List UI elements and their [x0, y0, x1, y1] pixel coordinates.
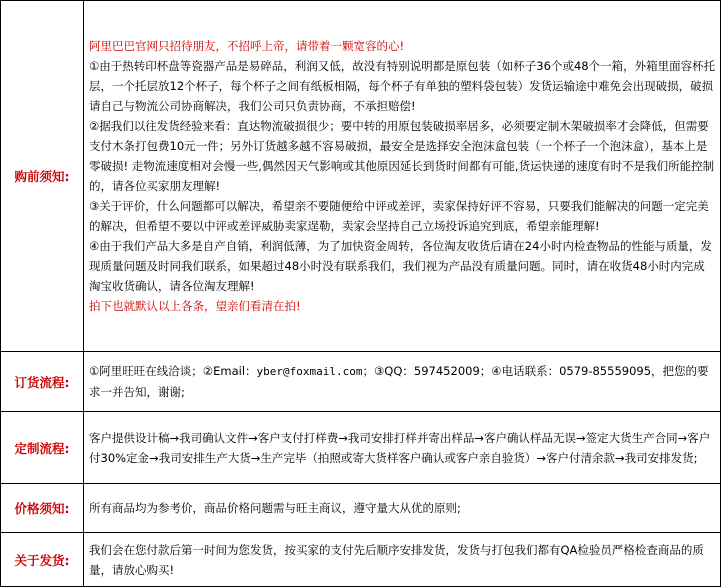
shipping-notice-label: 关于发货: [1, 533, 84, 587]
purchase-notice-content [84, 1, 721, 352]
purchase-notice-label: 购前须知: [1, 1, 84, 352]
purchase-point-1: ①由于热转印杯盘等瓷器产品是易碎品，利润又低，故没有特别说明都是原包装（如杯子36个或48个一箱，外箱里面容杯托层，一个托层放12个杯子，每个杯子之间有纸板相隔，每个杯子有单独的塑料袋包装）发货运输途中难免会出现破损，破损请自己与物流公司协商解决，我们公司只负责协商，不承担赔偿! [89, 59, 716, 113]
purchase-point-3: ③关于评价，什么问题都可以解决，希望亲不要随便给中评或差评，卖家保持好评不容易，只要我们能解决的问题一定完美的解决，但希望不要以中评或差评威胁卖家逞勒，卖家会坚持自己立场投诉追究到底，希望亲能理解! [89, 199, 709, 233]
purchase-point-2: ②据我们以往发货经验来看：直达物流破损很少；要中转的用原包装破损率居多，必须要定制木架破损率才会降低，但需要支付木条打包费10元一件；另外订货越多越不容易破损，最安全是选择安全泡沫盒包装（一个杯子一个泡沫盒），基本上是零破损! 走物流速度相对会慢一些,偶然因天气影响或其他原因延长到货时间都有可能,货运快递的速度有时不是我们所能控制的，请各位买家朋友理解! [89, 119, 715, 193]
custom-process-label: 定制流程: [1, 412, 84, 484]
price-notice-content: 所有商品均为参考价，商品价格问题需与旺主商议，遵守量大从优的原则; [84, 484, 721, 533]
shipping-notice-row [1, 533, 721, 587]
price-notice-row [1, 484, 721, 533]
price-notice-label: 价格须知: [1, 484, 84, 533]
purchase-intro: 阿里巴巴官网只招待朋友，不招呼上帝，请带着一颗宽容的心! [89, 39, 405, 53]
order-process-text-a: ①阿里旺旺在线洽谈；②Email： [89, 364, 257, 378]
custom-process-content: 客户提供设计稿→我司确认文件→客户支付打样费→我司安排打样并寄出样品→客户确认样品无误→签定大货生产合同→客户付30%定金→我司安排生产大货→生产完毕（拍照或寄大货样客户确认或客户亲自验货）→客户付清余款→我司安排发货; [84, 412, 721, 484]
shipping-notice-content: 我们会在您付款后第一时间为您发货，按买家的支付先后顺序安排发货，发货与打包我们都有QA检验员严格检查商品的质量，请放心购买! [84, 533, 721, 587]
order-email: yber@foxmail.com [256, 365, 363, 378]
order-process-row [1, 352, 721, 412]
order-process-text-b: ；③QQ：597452009；④电话联系：0579-85559095，把您的要求一并告知，谢谢; [89, 364, 709, 399]
order-process-content [84, 352, 721, 412]
purchase-notice-row [1, 1, 721, 352]
purchase-closing: 拍下也就默认以上各条，望亲们看清在拍! [89, 299, 301, 313]
custom-process-row [1, 412, 721, 484]
order-process-label: 订货流程: [1, 352, 84, 412]
purchase-point-4: ④由于我们产品大多是自产自销，利润低薄，为了加快资金周转，各位淘友收货后请在24小时内检查物品的性能与质量，发现质量问题及时同我们联系，如果超过48小时没有联系我们，我们视为产品没有质量问题。同时，请在收货48小时内完成淘宝收货确认，请各位淘友理解! [89, 239, 712, 293]
